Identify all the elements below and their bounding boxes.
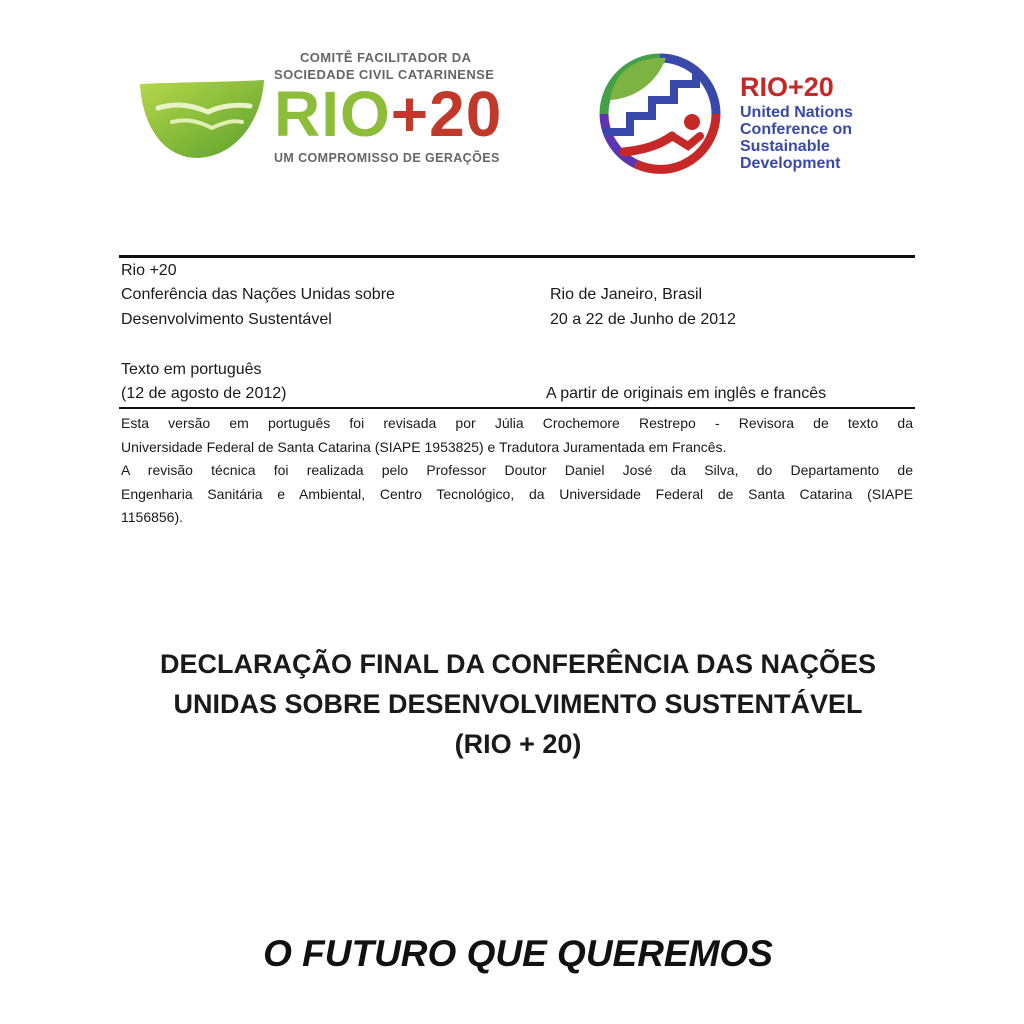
logo-left-mark xyxy=(274,80,502,148)
logo-right-line: Sustainable xyxy=(740,138,830,155)
document-title-line: DECLARAÇÃO FINAL DA CONFERÊNCIA DAS NAÇÕES xyxy=(159,649,876,679)
logo-left-tagline: UM COMPROMISSO DE GERAÇÕES xyxy=(274,151,500,165)
document-subtitle: O FUTURO QUE QUEREMOS xyxy=(263,933,773,974)
top-rule xyxy=(119,255,915,258)
document-origin: A partir de originais em inglês e francês xyxy=(546,385,827,402)
logo-left-line2: SOCIEDADE CIVIL CATARINENSE xyxy=(274,67,495,82)
revision-notes xyxy=(121,412,913,530)
document-language: Texto em português xyxy=(121,361,262,378)
header-left-line3: Desenvolvimento Sustentável xyxy=(121,311,332,328)
logo-right-title: RIO+20 xyxy=(740,72,834,102)
revision-note-line: Engenharia Sanitária e Ambiental, Centro Tecnológico, da Universidade Federal de Santa Catarina (SIAPE xyxy=(121,485,913,502)
revision-note-line: Universidade Federal de Santa Catarina (SIAPE 1953825) e Tradutora Juramentada em Francês. xyxy=(121,438,727,455)
logo-left-mark-plus20: +20 xyxy=(390,78,503,150)
document-title xyxy=(100,644,936,764)
logo-un-rio20 xyxy=(596,50,886,175)
header-left-line1: Rio +20 xyxy=(121,262,177,279)
revision-note-line: Esta versão em português foi revisada por Júlia Crochemore Restrepo - Revisora de texto da xyxy=(121,415,913,431)
header-left-line2: Conferência das Nações Unidas sobre xyxy=(121,286,395,303)
document-title-line: UNIDAS SOBRE DESENVOLVIMENTO SUSTENTÁVEL xyxy=(173,689,863,719)
handshake-leaf-icon xyxy=(138,78,266,160)
logo-right-line: Conference on xyxy=(740,121,853,138)
logo-right-line: Development xyxy=(740,155,841,172)
rio20-emblem-icon xyxy=(596,50,724,175)
document-title-line: (RIO + 20) xyxy=(454,729,582,759)
logo-comite-rio20 xyxy=(138,44,503,174)
header-dates: 20 a 22 de Junho de 2012 xyxy=(550,311,736,328)
middle-rule xyxy=(119,407,915,409)
revision-note-line: A revisão técnica foi realizada pelo Professor Doutor Daniel José da Silva, do Departamento de xyxy=(121,462,913,478)
logo-left-line1: COMITÊ FACILITADOR DA xyxy=(300,50,472,65)
header-location: Rio de Janeiro, Brasil xyxy=(550,286,703,303)
logo-right-line: United Nations xyxy=(740,104,853,121)
document-date: (12 de agosto de 2012) xyxy=(121,385,287,402)
revision-note-line: 1156856). xyxy=(121,509,184,525)
logo-left-mark-rio: RIO xyxy=(274,78,391,150)
